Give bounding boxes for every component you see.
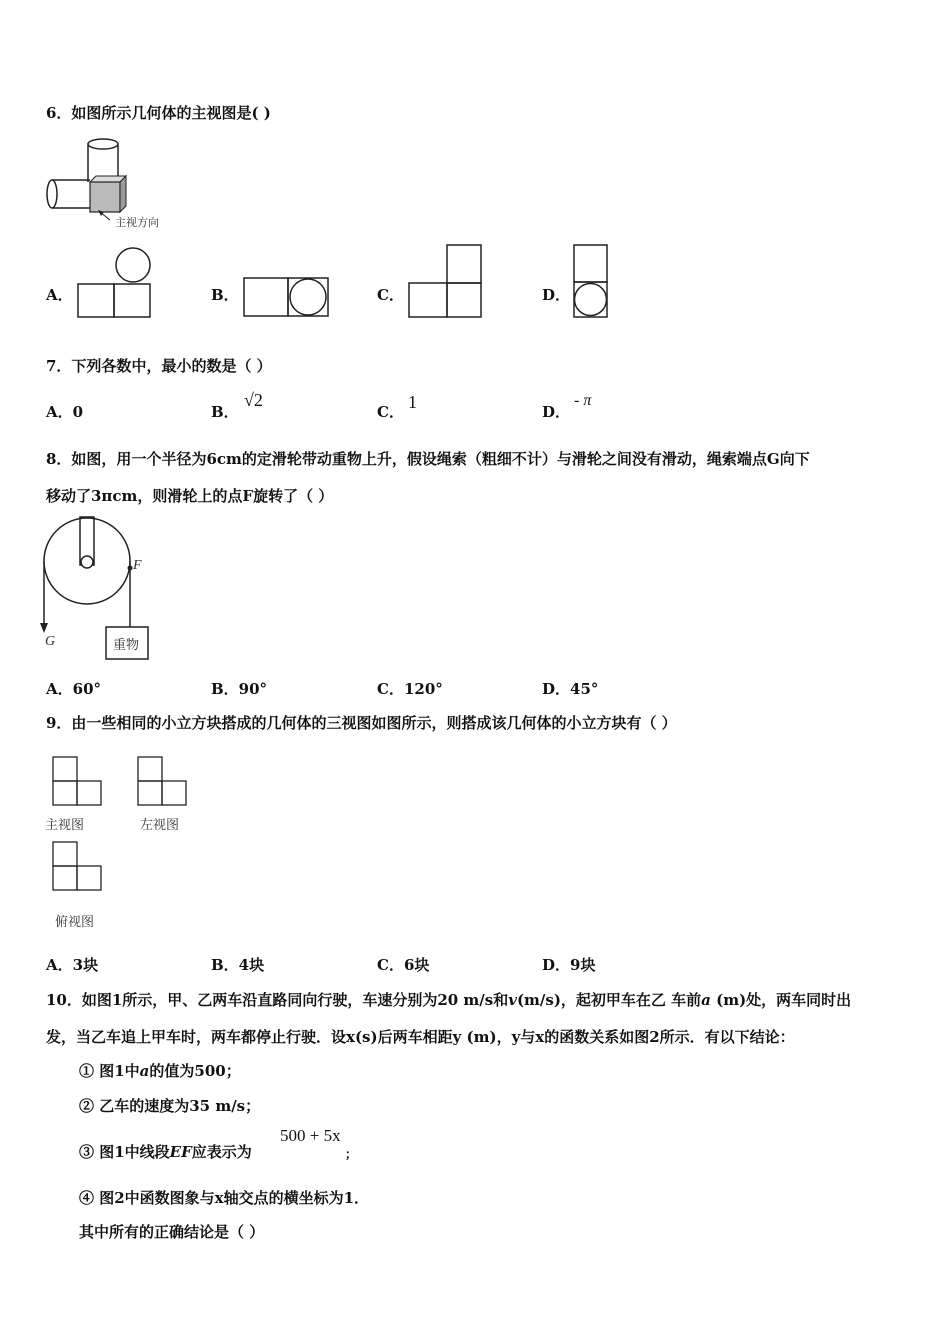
question-10-line-2: 发，当乙车追上甲车时，两车都停止行驶．设x(s)后两车相距y (m)，y与x的函数关系如图2所示．有以下结论： bbox=[46, 1028, 795, 1046]
conclusion-2: ② 乙车的速度为35 m/s； bbox=[79, 1097, 261, 1115]
question-7-text: 7．下列各数中，最小的数是（ ） bbox=[46, 357, 272, 375]
q9-option-a[interactable]: A．3块 bbox=[46, 956, 99, 974]
conclusion-1: ① 图1中a的值为500； bbox=[79, 1062, 241, 1080]
q9-option-d[interactable]: D．9块 bbox=[542, 956, 596, 974]
point-g-label: G bbox=[45, 634, 56, 649]
left-view-figure bbox=[137, 756, 191, 808]
q7-option-a[interactable]: A．0 bbox=[46, 403, 84, 421]
question-8-line-1: 8．如图，用一个半径为6cm的定滑轮带动重物上升，假设绳索（粗细不计）与滑轮之间没有滑动，绳索端点G向下 bbox=[46, 450, 810, 468]
q6-option-d-figure[interactable] bbox=[572, 243, 610, 321]
left-view-label: 左视图 bbox=[140, 818, 180, 833]
front-view-figure bbox=[52, 756, 106, 808]
q7-option-b-value: √2 bbox=[244, 390, 263, 410]
conclusion-3: ③ 图1中线段EF应表示为 bbox=[79, 1143, 252, 1161]
q7-option-d-value: - π bbox=[574, 392, 592, 409]
top-view-label: 俯视图 bbox=[55, 915, 95, 930]
question-9-text: 9．由一些相同的小立方块搭成的几何体的三视图如图所示，则搭成该几何体的小立方块有（ ） bbox=[46, 714, 677, 732]
conclusion-4: ④ 图2中函数图象与x轴交点的横坐标为1． bbox=[79, 1189, 370, 1207]
q6-option-b-label[interactable]: B． bbox=[211, 286, 239, 304]
q7-option-b[interactable]: B． bbox=[211, 403, 239, 421]
pulley-figure bbox=[40, 515, 160, 663]
q6-option-d-label[interactable]: D． bbox=[542, 286, 571, 304]
weight-label: 重物 bbox=[113, 638, 140, 653]
front-view-label: 主视图 bbox=[45, 818, 85, 833]
question-6-text: 6．如图所示几何体的主视图是( ) bbox=[46, 104, 271, 122]
question-10-line-1: 10．如图1所示，甲、乙两车沿直路同向行驶，车速分别为20 m/s和v(m/s)，起初甲车在乙 车前a (m)处，两车同时出 bbox=[46, 991, 852, 1009]
q7-option-c-value: 1 bbox=[408, 392, 417, 412]
q6-option-a-label[interactable]: A． bbox=[46, 286, 73, 304]
conclusion-3-end: ； bbox=[345, 1147, 358, 1161]
q6-option-c-label[interactable]: C． bbox=[377, 286, 404, 304]
q8-option-b[interactable]: B．90° bbox=[211, 680, 268, 698]
q8-option-c[interactable]: C．120° bbox=[377, 680, 443, 698]
point-f-label: F bbox=[133, 558, 142, 573]
q7-option-d[interactable]: D． bbox=[542, 403, 571, 421]
q7-option-c[interactable]: C． bbox=[377, 403, 404, 421]
q9-option-b[interactable]: B．4块 bbox=[211, 956, 265, 974]
conclusion-3-expression: 500 + 5x bbox=[280, 1126, 341, 1145]
view-direction-label: 主视方向 bbox=[115, 216, 159, 229]
question-8-line-2: 移动了3πcm，则滑轮上的点F旋转了（ ） bbox=[46, 487, 334, 505]
question-10-ask: 其中所有的正确结论是（ ） bbox=[79, 1223, 265, 1241]
top-view-figure bbox=[52, 841, 106, 893]
q6-option-b-figure[interactable] bbox=[242, 276, 332, 320]
q6-option-c-figure[interactable] bbox=[407, 243, 485, 321]
q6-option-a-figure[interactable] bbox=[76, 246, 154, 320]
q9-option-c[interactable]: C．6块 bbox=[377, 956, 430, 974]
q8-option-d[interactable]: D．45° bbox=[542, 680, 599, 698]
q8-option-a[interactable]: A．60° bbox=[46, 680, 102, 698]
